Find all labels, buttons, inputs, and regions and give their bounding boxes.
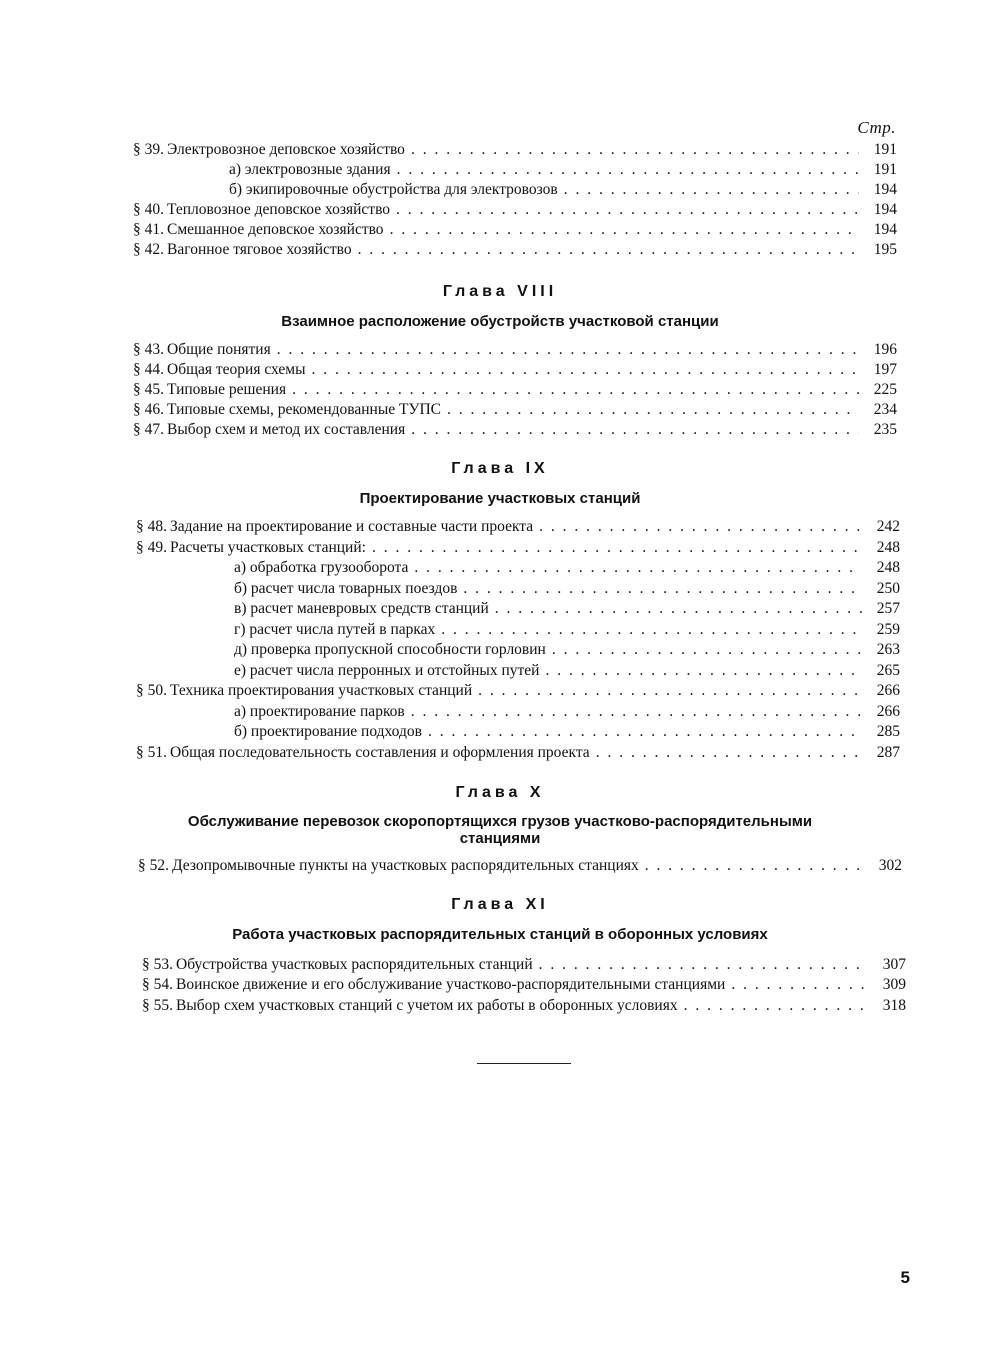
toc-entry-52 bbox=[138, 856, 902, 876]
entry-title: д) проверка пропускной способности горловин bbox=[234, 641, 546, 658]
entry-title: Вагонное тяговое хозяйство bbox=[167, 241, 352, 258]
entry-page: 265 bbox=[876, 662, 900, 679]
dot-leader bbox=[391, 160, 859, 180]
entry-title: г) расчет числа путей в парках bbox=[234, 621, 436, 638]
chapter-heading: Глава IX bbox=[451, 460, 549, 477]
chapter-heading: Глава X bbox=[455, 784, 545, 801]
dot-leader bbox=[441, 400, 859, 420]
paragraph-number: § 40. bbox=[133, 201, 164, 218]
toc-entry-51 bbox=[136, 743, 900, 763]
entry-page: 248 bbox=[876, 559, 900, 576]
entry-title: Задание на проектирование и составные части проекта bbox=[170, 518, 534, 535]
toc-entry-39 bbox=[133, 140, 897, 160]
entry-page: 259 bbox=[876, 621, 900, 638]
closing-rule bbox=[477, 1063, 571, 1064]
toc-entry-46 bbox=[133, 400, 897, 420]
entry-page: 287 bbox=[876, 744, 900, 761]
dot-leader bbox=[408, 558, 862, 578]
toc-subentry-39b bbox=[226, 180, 897, 200]
entry-page: 250 bbox=[876, 580, 900, 597]
toc-entry-45 bbox=[133, 380, 897, 400]
entry-page: 307 bbox=[882, 956, 906, 973]
dot-leader bbox=[457, 579, 862, 599]
toc-subentry-49d bbox=[231, 620, 900, 640]
entry-page: 225 bbox=[873, 381, 897, 398]
entry-title: Техника проектирования участковых станций bbox=[170, 682, 473, 699]
dot-leader bbox=[558, 180, 859, 200]
chapter-title: Обслуживание перевозок скоропортящихся грузов участково-распорядительными станциями bbox=[187, 813, 813, 847]
page-column-label: Стр. bbox=[857, 118, 896, 137]
dot-leader bbox=[590, 743, 862, 763]
entry-title: Воинское движение и его обслуживание участково-распорядительными станциями bbox=[176, 976, 726, 993]
paragraph-number: § 45. bbox=[133, 381, 164, 398]
entry-title: б) проектирование подходов bbox=[234, 723, 422, 740]
dot-leader bbox=[533, 517, 862, 537]
entry-page: 197 bbox=[873, 361, 897, 378]
toc-entry-50 bbox=[136, 681, 900, 701]
entry-title: Выбор схем и метод их составления bbox=[167, 421, 406, 438]
dot-leader bbox=[489, 599, 862, 619]
paragraph-number: § 42. bbox=[133, 241, 164, 258]
paragraph-number: § 53. bbox=[142, 956, 173, 973]
dot-leader bbox=[422, 722, 862, 742]
paragraph-number: § 50. bbox=[136, 682, 167, 699]
toc-entry-53 bbox=[142, 955, 906, 975]
entry-title: Общая последовательность составления и оформления проекта bbox=[170, 744, 590, 761]
entry-title: а) проектирование парков bbox=[234, 703, 405, 720]
entry-title: Обустройства участковых распорядительных станций bbox=[176, 956, 533, 973]
entry-title: а) обработка грузооборота bbox=[234, 559, 409, 576]
entry-page: 196 bbox=[873, 341, 897, 358]
chapter-title: Работа участковых распорядительных станций в оборонных условиях bbox=[232, 926, 768, 943]
entry-title: Электровозное деповское хозяйство bbox=[167, 141, 405, 158]
entry-page: 302 bbox=[878, 857, 902, 874]
entry-page: 235 bbox=[873, 421, 897, 438]
dot-leader bbox=[405, 420, 859, 440]
paragraph-number: § 52. bbox=[138, 857, 169, 874]
toc-subentry-50a bbox=[231, 702, 900, 722]
entry-page: 194 bbox=[873, 201, 897, 218]
paragraph-number: § 51. bbox=[136, 744, 167, 761]
dot-leader bbox=[405, 702, 862, 722]
paragraph-number: § 43. bbox=[133, 341, 164, 358]
dot-leader bbox=[539, 661, 862, 681]
toc-subentry-39a bbox=[226, 160, 897, 180]
paragraph-number: § 49. bbox=[136, 539, 167, 556]
toc-entry-40 bbox=[133, 200, 897, 220]
entry-title: Типовые схемы, рекомендованные ТУПС bbox=[167, 401, 441, 418]
entry-page: 248 bbox=[876, 539, 900, 556]
entry-title: б) расчет числа товарных поездов bbox=[234, 580, 458, 597]
toc-entry-49 bbox=[136, 538, 900, 558]
page-number: 5 bbox=[900, 1268, 910, 1287]
entry-title: Тепловозное деповское хозяйство bbox=[167, 201, 391, 218]
dot-leader bbox=[405, 140, 859, 160]
entry-page: 242 bbox=[876, 518, 900, 535]
dot-leader bbox=[390, 200, 859, 220]
toc-entry-42 bbox=[133, 240, 897, 260]
dot-leader bbox=[352, 240, 859, 260]
entry-title: Типовые решения bbox=[167, 381, 287, 398]
entry-page: 234 bbox=[873, 401, 897, 418]
dot-leader bbox=[271, 340, 859, 360]
entry-page: 195 bbox=[873, 241, 897, 258]
entry-page: 257 bbox=[876, 600, 900, 617]
paragraph-number: § 39. bbox=[133, 141, 164, 158]
entry-title: а) электровозные здания bbox=[229, 161, 391, 178]
entry-page: 263 bbox=[876, 641, 900, 658]
toc-subentry-49a bbox=[231, 558, 900, 578]
entry-page: 285 bbox=[876, 723, 900, 740]
dot-leader bbox=[306, 360, 860, 380]
paragraph-number: § 54. bbox=[142, 976, 173, 993]
paragraph-number: § 44. bbox=[133, 361, 164, 378]
toc-entry-47 bbox=[133, 420, 897, 440]
entry-page: 266 bbox=[876, 682, 900, 699]
entry-title: Расчеты участковых станций: bbox=[170, 539, 366, 556]
paragraph-number: § 48. bbox=[136, 518, 167, 535]
entry-title: Выбор схем участковых станций с учетом их работы в оборонных условиях bbox=[176, 997, 678, 1014]
dot-leader bbox=[384, 220, 859, 240]
chapter-heading: Глава XI bbox=[451, 896, 549, 913]
entry-title: в) расчет маневровых средств станций bbox=[234, 600, 489, 617]
dot-leader bbox=[639, 856, 864, 876]
dot-leader bbox=[435, 620, 862, 640]
paragraph-number: § 41. bbox=[133, 221, 164, 238]
entry-page: 191 bbox=[873, 141, 897, 158]
toc-entry-55 bbox=[142, 996, 906, 1016]
dot-leader bbox=[366, 538, 862, 558]
toc-entry-44 bbox=[133, 360, 897, 380]
toc-subentry-49f bbox=[231, 661, 900, 681]
entry-page: 266 bbox=[876, 703, 900, 720]
entry-title: б) экипировочные обустройства для электровозов bbox=[229, 181, 558, 198]
entry-page: 194 bbox=[873, 181, 897, 198]
paragraph-number: § 55. bbox=[142, 997, 173, 1014]
toc-subentry-49b bbox=[231, 579, 900, 599]
entry-title: Общая теория схемы bbox=[167, 361, 306, 378]
dot-leader bbox=[546, 640, 862, 660]
entry-page: 318 bbox=[882, 997, 906, 1014]
entry-page: 191 bbox=[873, 161, 897, 178]
dot-leader bbox=[472, 681, 862, 701]
paragraph-number: § 47. bbox=[133, 421, 164, 438]
dot-leader bbox=[678, 996, 868, 1016]
chapter-title: Взаимное расположение обустройств участковой станции bbox=[281, 313, 719, 330]
paragraph-number: § 46. bbox=[133, 401, 164, 418]
dot-leader bbox=[725, 975, 868, 995]
chapter-title: Проектирование участковых станций bbox=[359, 490, 641, 507]
entry-title: Дезопромывочные пункты на участковых распорядительных станциях bbox=[172, 857, 639, 874]
toc-subentry-49e bbox=[231, 640, 900, 660]
toc-subentry-50b bbox=[231, 722, 900, 742]
toc-entry-54 bbox=[142, 975, 906, 995]
toc-entry-48 bbox=[136, 517, 900, 537]
entry-page: 194 bbox=[873, 221, 897, 238]
entry-title: е) расчет числа перронных и отстойных путей bbox=[234, 662, 540, 679]
entry-title: Общие понятия bbox=[167, 341, 271, 358]
entry-title: Смешанное деповское хозяйство bbox=[167, 221, 384, 238]
toc-subentry-49c bbox=[231, 599, 900, 619]
toc-entry-41 bbox=[133, 220, 897, 240]
chapter-heading: Глава VIII bbox=[442, 283, 558, 300]
entry-page: 309 bbox=[882, 976, 906, 993]
dot-leader bbox=[286, 380, 859, 400]
toc-entry-43 bbox=[133, 340, 897, 360]
dot-leader bbox=[533, 955, 868, 975]
